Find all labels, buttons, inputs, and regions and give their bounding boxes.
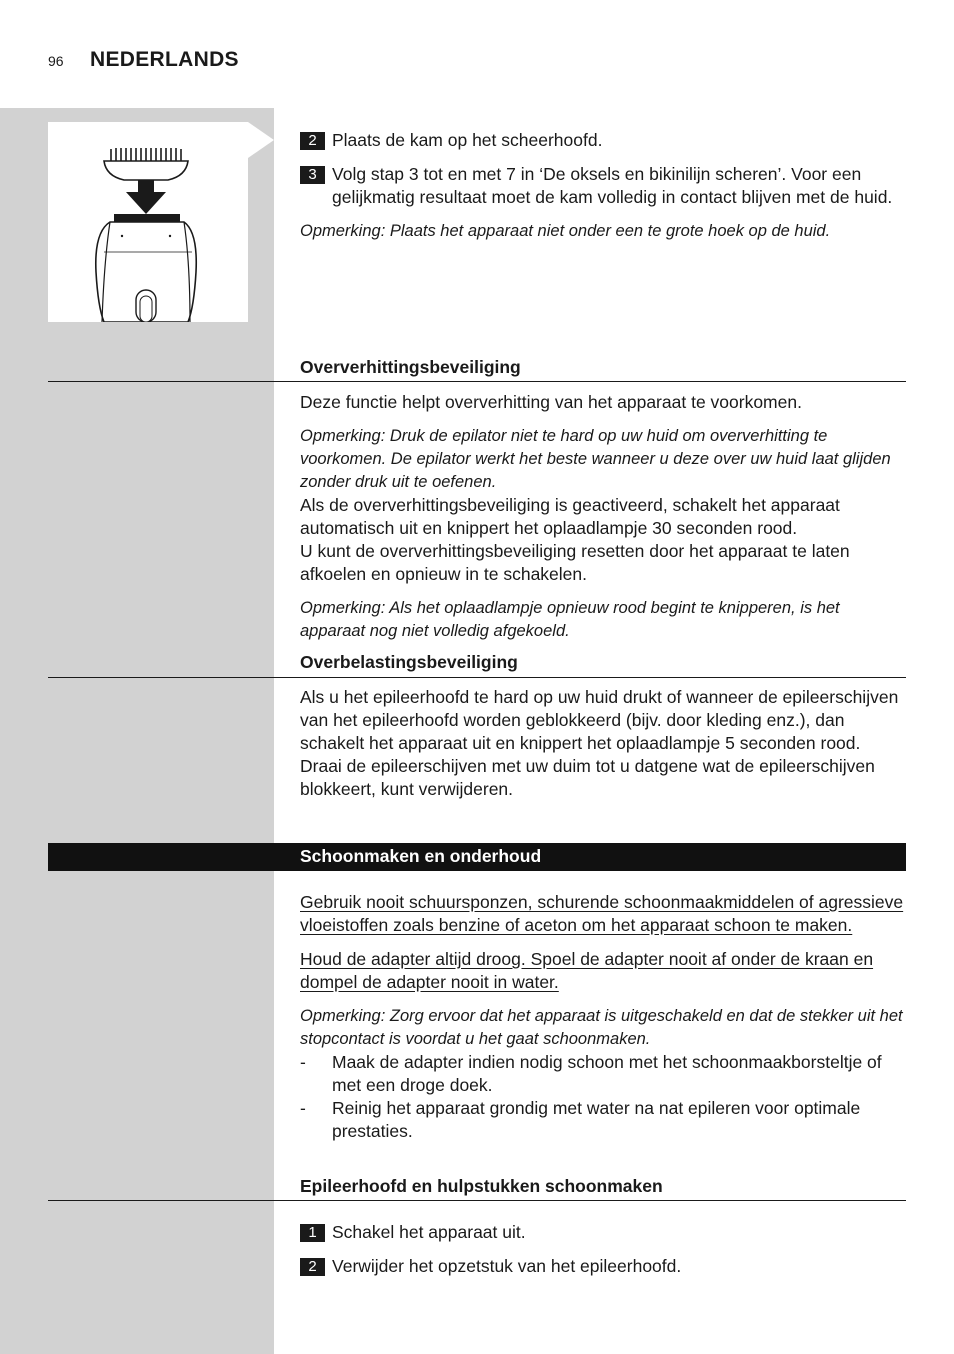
step-number: 2 — [300, 1258, 325, 1276]
list-item: - Maak de adapter indien nodig schoon met het schoonmaakborsteltje of met een droge doek. — [300, 1052, 882, 1095]
step-item — [300, 129, 906, 152]
overheat-note-1: Opmerking: Druk de epilator niet te hard op uw huid om oververhitting te voorkomen. De epilator werkt het beste wanneer u deze over uw huid laat glijden zonder druk uit te oefenen. — [300, 427, 891, 491]
overload-paragraph-1: Als u het epileerhoofd te hard op uw huid drukt of wanneer de epileerschijven van het epileerhoofd worden geblokkeerd (bijv. door kleding enz.), dan schakelt het apparaat uit en knippert het oplaadlampje 5 seconden rood. — [300, 687, 899, 753]
cleaning-warning-2: Houd de adapter altijd droog. Spoel de adapter nooit af onder de kraan en dompel de adapter nooit in water. — [300, 949, 874, 992]
section-title-overload: Overbelastingsbeveiliging — [300, 652, 518, 672]
step-item — [300, 1255, 906, 1278]
step-text: Schakel het apparaat uit. — [332, 1222, 526, 1242]
section-divider — [48, 677, 906, 678]
section-overload-body — [300, 686, 906, 801]
step-text: Volg stap 3 tot en met 7 in ‘De oksels en bikinilijn scheren’. Voor een gelijkmatig resultaat moet de kam volledig in contact blijven met de huid. — [332, 164, 893, 207]
section-divider — [48, 381, 906, 382]
cleaning-note: Opmerking: Zorg ervoor dat het apparaat is uitgeschakeld en dat de stekker uit het stopcontact is voordat u het gaat schoonmaken. — [300, 1007, 903, 1048]
overheat-note-2: Opmerking: Als het oplaadlampje opnieuw rood begint te knipperen, is het apparaat nog niet volledig afgekoeld. — [300, 599, 840, 640]
comb-attachment-illustration — [48, 122, 248, 322]
section-overheat-body — [300, 391, 906, 643]
step-number: 3 — [300, 166, 325, 184]
section-title-head-cleaning: Epileerhoofd en hulpstukken schoonmaken — [300, 1176, 663, 1196]
overheat-paragraph-1: Als de oververhittingsbeveiliging is geactiveerd, schakelt het apparaat automatisch uit en knippert het oplaadlampje 30 seconden rood. — [300, 495, 840, 538]
step-text: Plaats de kam op het scheerhoofd. — [332, 130, 603, 150]
bullet-text: Maak de adapter indien nodig schoon met het schoonmaakborsteltje of met een droge doek. — [332, 1052, 882, 1095]
step-item — [300, 1221, 906, 1244]
epilator-with-comb-icon — [48, 122, 248, 322]
illustration-callout-pointer — [248, 122, 274, 158]
cleaning-warning-1: Gebruik nooit schuursponzen, schurende schoonmaakmiddelen of agressieve vloeistoffen zoals benzine of aceton om het apparaat schoon te maken. — [300, 892, 904, 935]
section-divider — [48, 1200, 906, 1201]
top-steps — [300, 129, 906, 243]
page-number: 96 — [48, 53, 64, 69]
section-cleaning-body — [300, 891, 906, 1143]
overheat-paragraph-2: U kunt de oververhittingsbeveiliging resetten door het apparaat te laten afkoelen en opnieuw in te schakelen. — [300, 541, 850, 584]
bullet-text: Reinig het apparaat grondig met water na nat epileren voor optimale prestaties. — [332, 1098, 861, 1141]
overheat-intro: Deze functie helpt oververhitting van het apparaat te voorkomen. — [300, 392, 802, 412]
head-cleaning-steps — [300, 1221, 906, 1278]
step-item — [300, 163, 906, 209]
list-item: - Reinig het apparaat grondig met water na nat epileren voor optimale prestaties. — [300, 1098, 861, 1141]
step-number: 2 — [300, 132, 325, 150]
step-number: 1 — [300, 1224, 325, 1242]
step-text: Verwijder het opzetstuk van het epileerhoofd. — [332, 1256, 682, 1276]
overload-paragraph-2: Draai de epileerschijven met uw duim tot u datgene wat de epileerschijven blokkeert, kunt verwijderen. — [300, 756, 875, 799]
section-title-overheat: Oververhittingsbeveiliging — [300, 357, 521, 377]
page-language-title: NEDERLANDS — [90, 48, 239, 71]
note-angle: Opmerking: Plaats het apparaat niet onder een te grote hoek op de huid. — [300, 222, 831, 240]
chapter-title-cleaning: Schoonmaken en onderhoud — [300, 846, 542, 866]
